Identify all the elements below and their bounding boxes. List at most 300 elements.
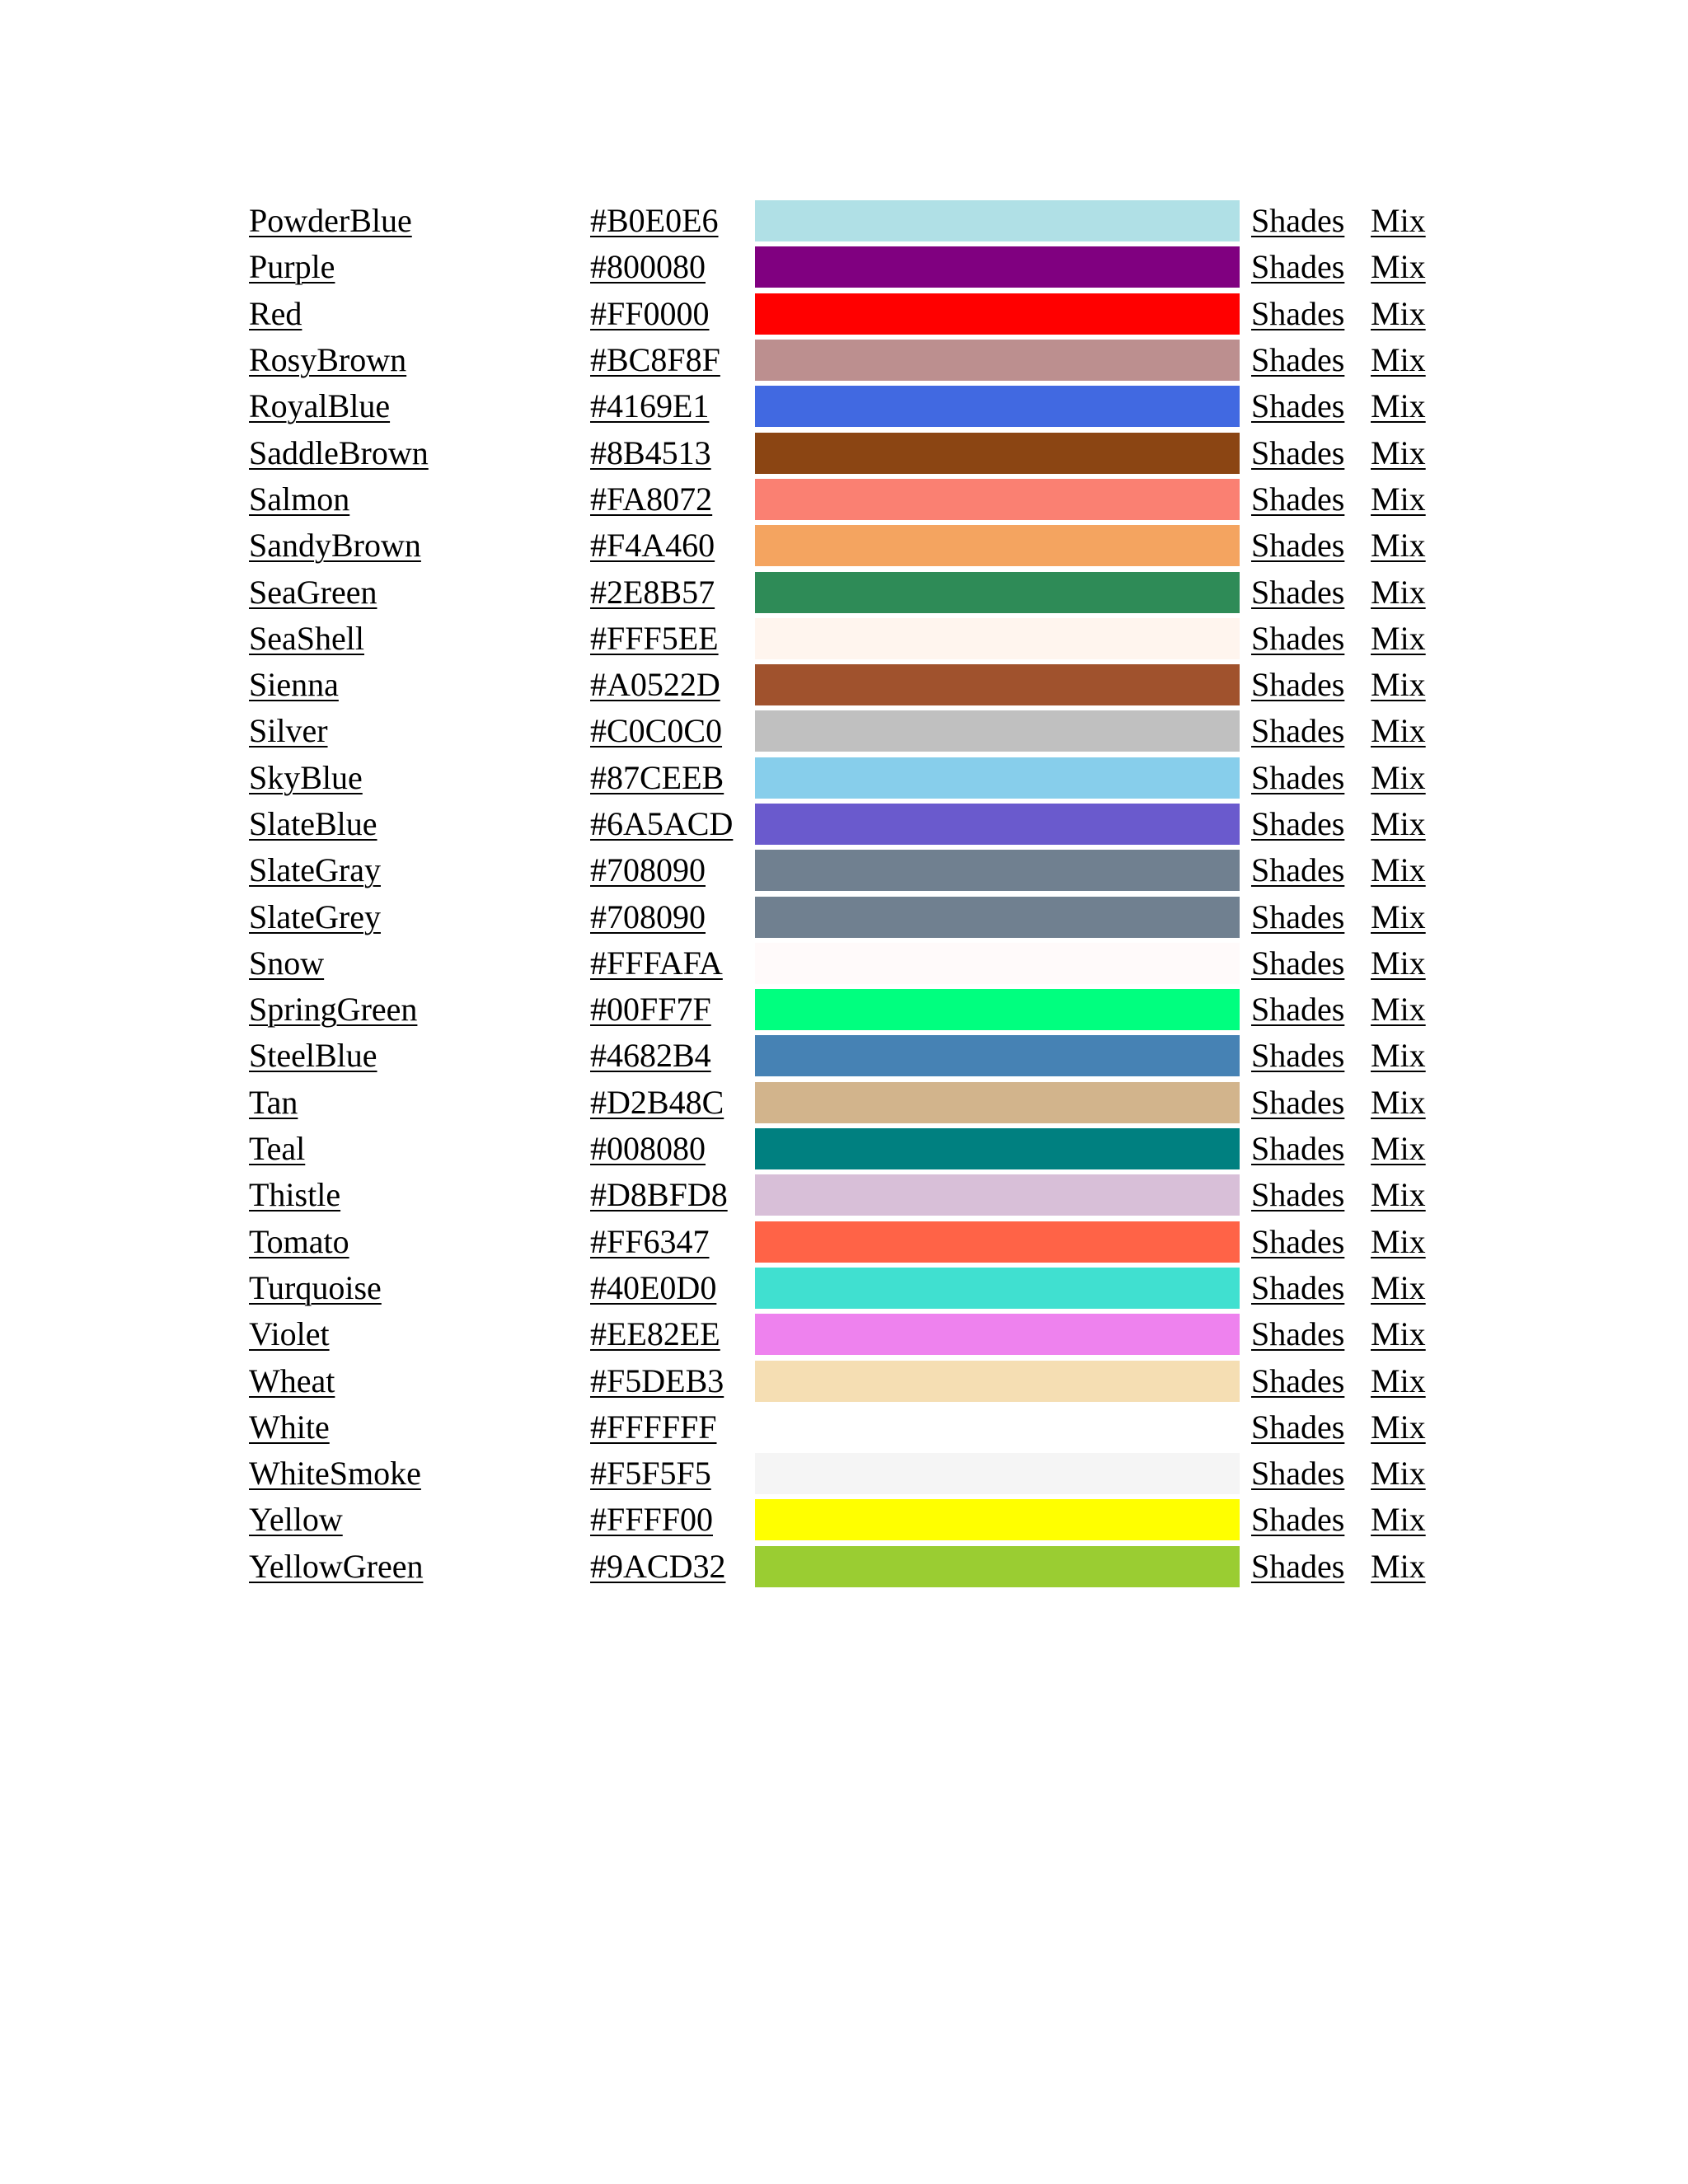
color-swatch (755, 897, 1240, 938)
mix-cell (1371, 1033, 1445, 1079)
mix-link[interactable]: Mix (1371, 1501, 1426, 1539)
mix-link[interactable]: Mix (1371, 1176, 1426, 1214)
shades-cell (1250, 523, 1371, 569)
color-name-cell (244, 1404, 587, 1451)
color-name-link[interactable]: Yellow (249, 1501, 343, 1539)
color-row (244, 523, 1445, 569)
hex-code-cell (587, 337, 755, 383)
swatch-cell (755, 1311, 1250, 1357)
swatch-cell (755, 847, 1250, 893)
mix-cell (1371, 523, 1445, 569)
mix-link[interactable]: Mix (1371, 1361, 1426, 1399)
color-name-cell (244, 383, 587, 429)
hex-code-link[interactable]: #2E8B57 (590, 573, 715, 611)
color-name-cell (244, 244, 587, 290)
mix-cell (1371, 616, 1445, 662)
color-name-link[interactable]: RosyBrown (249, 341, 407, 379)
color-row (244, 893, 1445, 940)
hex-code-link[interactable]: #4682B4 (590, 1037, 711, 1075)
mix-cell (1371, 383, 1445, 429)
color-table (244, 198, 1445, 1590)
color-name-cell (244, 1172, 587, 1218)
color-row (244, 569, 1445, 615)
shades-link[interactable]: Shades (1251, 805, 1345, 842)
color-name-link[interactable]: Silver (249, 712, 328, 750)
shades-link[interactable]: Shades (1251, 1455, 1345, 1493)
color-name-link[interactable]: SlateBlue (249, 805, 377, 842)
mix-cell (1371, 1172, 1445, 1218)
mix-link[interactable]: Mix (1371, 1408, 1426, 1446)
hex-code-cell (587, 1080, 755, 1126)
shades-link[interactable]: Shades (1251, 712, 1345, 750)
color-swatch (755, 200, 1240, 241)
color-row (244, 987, 1445, 1033)
hex-code-link[interactable]: #00FF7F (590, 991, 711, 1029)
color-row (244, 940, 1445, 987)
hex-code-cell (587, 662, 755, 708)
shades-link[interactable]: Shades (1251, 248, 1345, 286)
color-swatch (755, 1268, 1240, 1309)
hex-code-cell (587, 1404, 755, 1451)
color-name-link[interactable]: SkyBlue (249, 758, 363, 796)
shades-link[interactable]: Shades (1251, 666, 1345, 704)
hex-code-cell (587, 755, 755, 801)
color-row (244, 1357, 1445, 1404)
hex-code-cell (587, 1357, 755, 1404)
swatch-cell (755, 198, 1250, 244)
hex-code-cell (587, 523, 755, 569)
hex-code-link[interactable]: #40E0D0 (590, 1268, 717, 1306)
shades-link[interactable]: Shades (1251, 619, 1345, 657)
color-name-cell (244, 429, 587, 476)
mix-link[interactable]: Mix (1371, 341, 1426, 379)
hex-code-cell (587, 1265, 755, 1311)
hex-code-cell (587, 801, 755, 847)
mix-cell (1371, 1311, 1445, 1357)
hex-code-cell (587, 1544, 755, 1590)
hex-code-cell (587, 616, 755, 662)
swatch-cell (755, 476, 1250, 523)
hex-code-cell (587, 708, 755, 754)
shades-link[interactable]: Shades (1251, 898, 1345, 935)
shades-link[interactable]: Shades (1251, 1037, 1345, 1075)
hex-code-link[interactable]: #D8BFD8 (590, 1176, 728, 1214)
shades-cell (1250, 987, 1371, 1033)
hex-code-link[interactable]: #FA8072 (590, 480, 713, 518)
hex-code-link[interactable]: #87CEEB (590, 758, 724, 796)
color-name-cell (244, 662, 587, 708)
hex-code-link[interactable]: #D2B48C (590, 1083, 724, 1121)
hex-code-link[interactable]: #BC8F8F (590, 341, 720, 379)
swatch-cell (755, 755, 1250, 801)
color-swatch (755, 1082, 1240, 1123)
shades-link[interactable]: Shades (1251, 202, 1345, 240)
color-row (244, 244, 1445, 290)
mix-cell (1371, 1451, 1445, 1497)
hex-code-link[interactable]: #F5DEB3 (590, 1361, 724, 1399)
color-name-link[interactable]: Wheat (249, 1361, 335, 1399)
swatch-cell (755, 1544, 1250, 1590)
swatch-cell (755, 1219, 1250, 1265)
color-name-cell (244, 1544, 587, 1590)
color-name-cell (244, 1265, 587, 1311)
color-swatch (755, 386, 1240, 427)
swatch-cell (755, 662, 1250, 708)
shades-cell (1250, 337, 1371, 383)
color-swatch (755, 1407, 1240, 1448)
mix-link[interactable]: Mix (1371, 1547, 1426, 1585)
color-name-link[interactable]: PowderBlue (249, 202, 412, 240)
shades-cell (1250, 847, 1371, 893)
mix-cell (1371, 198, 1445, 244)
mix-link[interactable]: Mix (1371, 898, 1426, 935)
color-row (244, 291, 1445, 337)
hex-code-link[interactable]: #FFF5EE (590, 619, 719, 657)
shades-link[interactable]: Shades (1251, 851, 1345, 889)
color-name-link[interactable]: Tan (249, 1083, 298, 1121)
color-name-cell (244, 801, 587, 847)
shades-cell (1250, 662, 1371, 708)
color-name-link[interactable]: SteelBlue (249, 1037, 377, 1075)
color-name-cell (244, 755, 587, 801)
shades-link[interactable]: Shades (1251, 1361, 1345, 1399)
shades-cell (1250, 1033, 1371, 1079)
hex-code-cell (587, 1311, 755, 1357)
mix-link[interactable]: Mix (1371, 1222, 1426, 1260)
swatch-cell (755, 291, 1250, 337)
hex-code-cell (587, 1451, 755, 1497)
mix-link[interactable]: Mix (1371, 387, 1426, 425)
hex-code-cell (587, 987, 755, 1033)
hex-code-cell (587, 1126, 755, 1172)
color-name-link[interactable]: Salmon (249, 480, 350, 518)
mix-cell (1371, 987, 1445, 1033)
hex-code-cell (587, 291, 755, 337)
mix-cell (1371, 476, 1445, 523)
color-name-link[interactable]: SlateGrey (249, 898, 381, 935)
color-name-link[interactable]: Turquoise (249, 1268, 382, 1306)
color-row (244, 801, 1445, 847)
shades-cell (1250, 1265, 1371, 1311)
hex-code-cell (587, 847, 755, 893)
mix-cell (1371, 1357, 1445, 1404)
color-name-link[interactable]: Red (249, 294, 302, 332)
color-name-cell (244, 476, 587, 523)
mix-cell (1371, 1126, 1445, 1172)
color-row (244, 429, 1445, 476)
mix-cell (1371, 847, 1445, 893)
shades-link[interactable]: Shades (1251, 387, 1345, 425)
color-row (244, 383, 1445, 429)
mix-cell (1371, 291, 1445, 337)
color-name-link[interactable]: Teal (249, 1130, 306, 1168)
color-swatch (755, 1314, 1240, 1355)
hex-code-cell (587, 1497, 755, 1543)
shades-cell (1250, 708, 1371, 754)
mix-cell (1371, 801, 1445, 847)
swatch-cell (755, 244, 1250, 290)
color-row (244, 1172, 1445, 1218)
hex-code-link[interactable]: #FFFF00 (590, 1501, 713, 1539)
color-name-link[interactable]: Snow (249, 944, 325, 982)
color-name-cell (244, 569, 587, 615)
hex-code-link[interactable]: #EE82EE (590, 1315, 720, 1353)
shades-cell (1250, 1172, 1371, 1218)
swatch-cell (755, 893, 1250, 940)
swatch-cell (755, 1451, 1250, 1497)
color-row (244, 662, 1445, 708)
hex-code-link[interactable]: #4169E1 (590, 387, 710, 425)
color-row (244, 1219, 1445, 1265)
swatch-cell (755, 1357, 1250, 1404)
mix-cell (1371, 1544, 1445, 1590)
color-row (244, 198, 1445, 244)
hex-code-link[interactable]: #008080 (590, 1130, 706, 1168)
color-swatch (755, 664, 1240, 705)
color-row (244, 1080, 1445, 1126)
hex-code-cell (587, 893, 755, 940)
swatch-cell (755, 1126, 1250, 1172)
color-name-cell (244, 523, 587, 569)
hex-code-link[interactable]: #FF6347 (590, 1222, 710, 1260)
swatch-cell (755, 1497, 1250, 1543)
mix-link[interactable]: Mix (1371, 202, 1426, 240)
color-name-link[interactable]: Thistle (249, 1176, 341, 1214)
color-row (244, 1126, 1445, 1172)
color-name-link[interactable]: Tomato (249, 1222, 349, 1260)
shades-link[interactable]: Shades (1251, 1547, 1345, 1585)
hex-code-link[interactable]: #B0E0E6 (590, 202, 719, 240)
mix-link[interactable]: Mix (1371, 1037, 1426, 1075)
shades-cell (1250, 1544, 1371, 1590)
mix-link[interactable]: Mix (1371, 1315, 1426, 1353)
shades-cell (1250, 1497, 1371, 1543)
color-name-link[interactable]: RoyalBlue (249, 387, 391, 425)
mix-link[interactable]: Mix (1371, 712, 1426, 750)
color-swatch (755, 1035, 1240, 1076)
mix-cell (1371, 244, 1445, 290)
color-name-link[interactable]: SandyBrown (249, 527, 421, 565)
mix-cell (1371, 1080, 1445, 1126)
hex-code-link[interactable]: #6A5ACD (590, 805, 734, 842)
color-swatch (755, 1221, 1240, 1263)
hex-code-link[interactable]: #800080 (590, 248, 706, 286)
mix-link[interactable]: Mix (1371, 294, 1426, 332)
mix-cell (1371, 569, 1445, 615)
hex-code-link[interactable]: #FFFAFA (590, 944, 723, 982)
color-swatch (755, 479, 1240, 520)
swatch-cell (755, 1033, 1250, 1079)
shades-link[interactable]: Shades (1251, 434, 1345, 471)
mix-link[interactable]: Mix (1371, 1130, 1426, 1168)
mix-link[interactable]: Mix (1371, 851, 1426, 889)
color-name-link[interactable]: Sienna (249, 666, 339, 704)
color-row (244, 1497, 1445, 1543)
color-name-link[interactable]: SeaGreen (249, 573, 377, 611)
color-name-cell (244, 708, 587, 754)
shades-cell (1250, 429, 1371, 476)
color-row (244, 847, 1445, 893)
mix-link[interactable]: Mix (1371, 619, 1426, 657)
color-name-cell (244, 1497, 587, 1543)
swatch-cell (755, 523, 1250, 569)
swatch-cell (755, 1404, 1250, 1451)
mix-cell (1371, 1219, 1445, 1265)
mix-cell (1371, 755, 1445, 801)
shades-cell (1250, 1357, 1371, 1404)
color-name-link[interactable]: White (249, 1408, 330, 1446)
mix-link[interactable]: Mix (1371, 944, 1426, 982)
color-name-link[interactable]: WhiteSmoke (249, 1455, 421, 1493)
color-name-link[interactable]: Purple (249, 248, 335, 286)
hex-code-cell (587, 244, 755, 290)
swatch-cell (755, 1172, 1250, 1218)
color-name-link[interactable]: YellowGreen (249, 1547, 424, 1585)
swatch-cell (755, 801, 1250, 847)
hex-code-cell (587, 198, 755, 244)
color-swatch (755, 433, 1240, 474)
color-name-link[interactable]: SeaShell (249, 619, 364, 657)
color-swatch (755, 804, 1240, 845)
shades-cell (1250, 1311, 1371, 1357)
hex-code-cell (587, 476, 755, 523)
shades-link[interactable]: Shades (1251, 480, 1345, 518)
shades-link[interactable]: Shades (1251, 758, 1345, 796)
color-swatch (755, 710, 1240, 752)
shades-link[interactable]: Shades (1251, 1268, 1345, 1306)
shades-link[interactable]: Shades (1251, 573, 1345, 611)
color-swatch (755, 1128, 1240, 1169)
shades-link[interactable]: Shades (1251, 1315, 1345, 1353)
shades-link[interactable]: Shades (1251, 1408, 1345, 1446)
shades-cell (1250, 1404, 1371, 1451)
hex-code-link[interactable]: #F4A460 (590, 527, 715, 565)
color-row (244, 616, 1445, 662)
mix-link[interactable]: Mix (1371, 1083, 1426, 1121)
shades-cell (1250, 1451, 1371, 1497)
color-row (244, 337, 1445, 383)
color-swatch (755, 340, 1240, 381)
hex-code-link[interactable]: #A0522D (590, 666, 720, 704)
hex-code-cell (587, 569, 755, 615)
mix-cell (1371, 1497, 1445, 1543)
shades-cell (1250, 1126, 1371, 1172)
shades-cell (1250, 244, 1371, 290)
hex-code-link[interactable]: #708090 (590, 898, 706, 935)
mix-link[interactable]: Mix (1371, 527, 1426, 565)
color-swatch (755, 943, 1240, 984)
hex-code-link[interactable]: #FFFFFF (590, 1408, 717, 1446)
hex-code-link[interactable]: #FF0000 (590, 294, 710, 332)
mix-link[interactable]: Mix (1371, 573, 1426, 611)
color-name-cell (244, 1219, 587, 1265)
swatch-cell (755, 708, 1250, 754)
color-name-link[interactable]: SaddleBrown (249, 434, 429, 471)
shades-link[interactable]: Shades (1251, 944, 1345, 982)
color-name-link[interactable]: SpringGreen (249, 991, 418, 1029)
hex-code-cell (587, 1219, 755, 1265)
color-swatch (755, 618, 1240, 659)
color-row (244, 1544, 1445, 1590)
color-name-cell (244, 1033, 587, 1079)
shades-link[interactable]: Shades (1251, 1176, 1345, 1214)
color-row (244, 1404, 1445, 1451)
color-swatch (755, 1499, 1240, 1540)
hex-code-cell (587, 940, 755, 987)
mix-link[interactable]: Mix (1371, 434, 1426, 471)
shades-link[interactable]: Shades (1251, 1130, 1345, 1168)
hex-code-cell (587, 383, 755, 429)
shades-cell (1250, 940, 1371, 987)
shades-cell (1250, 893, 1371, 940)
color-name-cell (244, 893, 587, 940)
shades-cell (1250, 755, 1371, 801)
mix-link[interactable]: Mix (1371, 991, 1426, 1029)
color-name-cell (244, 1357, 587, 1404)
color-name-cell (244, 616, 587, 662)
hex-code-cell (587, 1033, 755, 1079)
swatch-cell (755, 616, 1250, 662)
color-name-cell (244, 940, 587, 987)
mix-link[interactable]: Mix (1371, 1455, 1426, 1493)
shades-cell (1250, 1219, 1371, 1265)
shades-link[interactable]: Shades (1251, 1222, 1345, 1260)
mix-link[interactable]: Mix (1371, 1268, 1426, 1306)
mix-cell (1371, 1265, 1445, 1311)
hex-code-link[interactable]: #708090 (590, 851, 706, 889)
hex-code-link[interactable]: #9ACD32 (590, 1547, 726, 1585)
color-swatch (755, 1453, 1240, 1494)
color-swatch (755, 293, 1240, 335)
mix-link[interactable]: Mix (1371, 758, 1426, 796)
swatch-cell (755, 337, 1250, 383)
color-name-cell (244, 1311, 587, 1357)
color-name-cell (244, 987, 587, 1033)
mix-link[interactable]: Mix (1371, 248, 1426, 286)
mix-link[interactable]: Mix (1371, 666, 1426, 704)
mix-link[interactable]: Mix (1371, 480, 1426, 518)
shades-link[interactable]: Shades (1251, 294, 1345, 332)
mix-link[interactable]: Mix (1371, 805, 1426, 842)
hex-code-link[interactable]: #F5F5F5 (590, 1455, 711, 1493)
shades-cell (1250, 801, 1371, 847)
color-row (244, 1265, 1445, 1311)
swatch-cell (755, 569, 1250, 615)
shades-link[interactable]: Shades (1251, 1501, 1345, 1539)
color-row (244, 708, 1445, 754)
shades-link[interactable]: Shades (1251, 991, 1345, 1029)
shades-link[interactable]: Shades (1251, 341, 1345, 379)
swatch-cell (755, 987, 1250, 1033)
color-name-cell (244, 847, 587, 893)
color-swatch (755, 1361, 1240, 1402)
hex-code-link[interactable]: #C0C0C0 (590, 712, 723, 750)
swatch-cell (755, 1080, 1250, 1126)
swatch-cell (755, 1265, 1250, 1311)
color-swatch (755, 1174, 1240, 1216)
color-swatch (755, 757, 1240, 799)
color-row (244, 1451, 1445, 1497)
hex-code-link[interactable]: #8B4513 (590, 434, 711, 471)
shades-link[interactable]: Shades (1251, 1083, 1345, 1121)
hex-code-cell (587, 1172, 755, 1218)
color-name-cell (244, 1126, 587, 1172)
color-row (244, 476, 1445, 523)
color-name-link[interactable]: SlateGray (249, 851, 381, 889)
color-name-link[interactable]: Violet (249, 1315, 330, 1353)
shades-link[interactable]: Shades (1251, 527, 1345, 565)
mix-cell (1371, 337, 1445, 383)
